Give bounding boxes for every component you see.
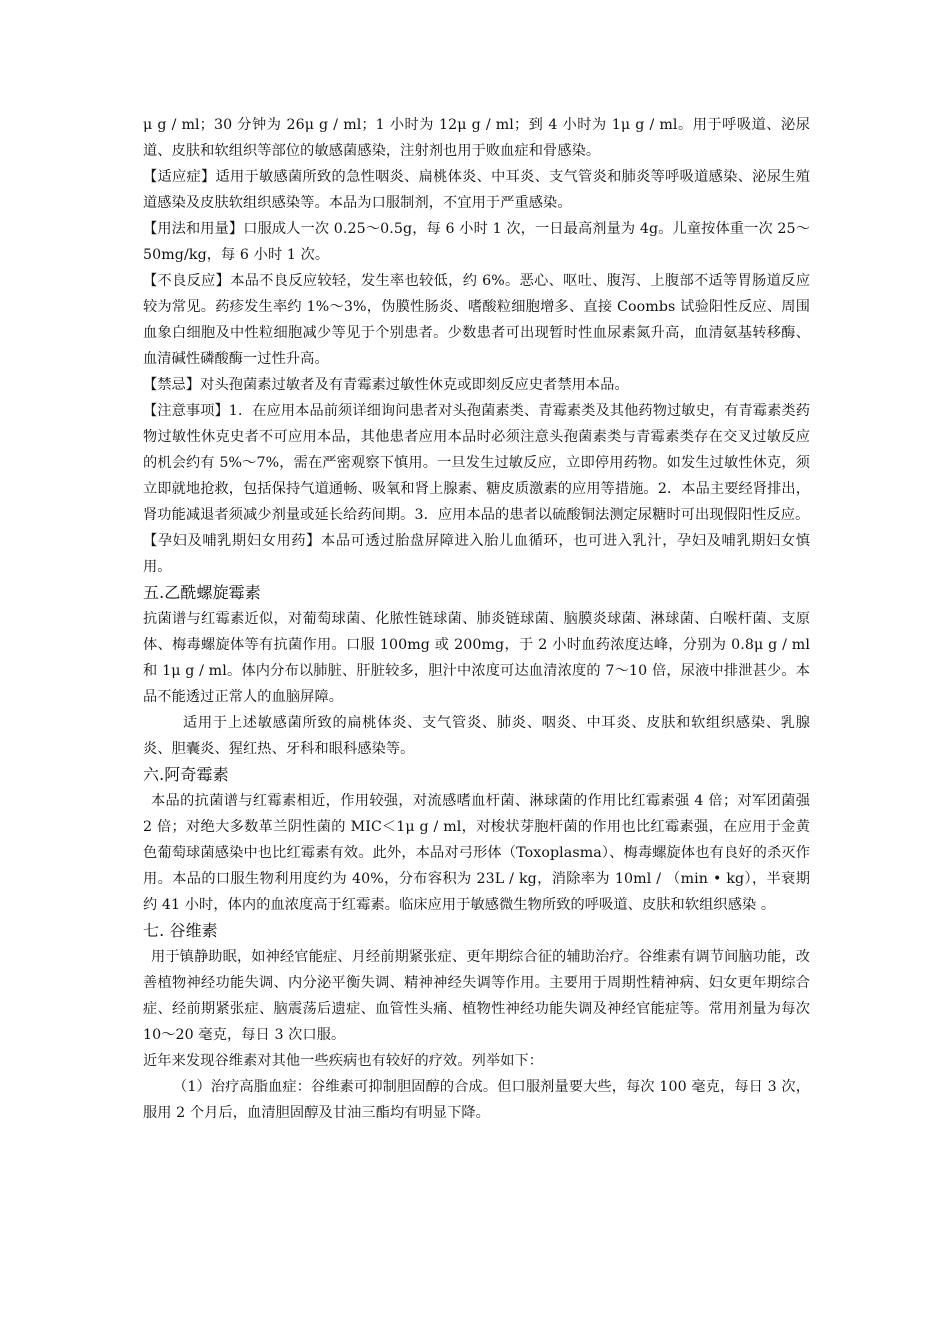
- paragraph-adverse-reactions: 【不良反应】本品不良反应较轻，发生率也较低，约 6%。恶心、呕吐、腹泻、上腹部不适等胃肠道反应较为常见。药疹发生率约 1%～3%，伪膜性肠炎、嗜酸粒细胞增多、直接 Coombs 试验阳性反应、周围血象白细胞及中性粒细胞减少等见于个别患者。少数患者可出现暂时性血尿素氮升高，血清氨基转移酶、血清碱性磷酸酶一过性升高。: [143, 273, 810, 367]
- document-page: [143, 112, 810, 1126]
- paragraph-precautions: 【注意事项】1．在应用本品前须详细询问患者对头孢菌素类、青霉素类及其他药物过敏史，有青霉素类药物过敏性休克史者不可应用本品，其他患者应用本品时必须注意头孢菌素类与青霉素类存在交叉过敏反应的机会约有 5%～7%，需在严密观察下慎用。一旦发生过敏反应，立即停用药物。如发生过敏性休克，须立即就地抢救，包括保持气道通畅、吸氧和肾上腺素、糖皮质激素的应用等措施。2．本品主要经肾排出，肾功能减退者须减少剂量或延长给药间期。3．应用本品的患者以硫酸铜法测定尿糖时可出现假阳性反应。: [143, 403, 810, 523]
- paragraph-dosage: 【用法和用量】口服成人一次 0.25～0.5g，每 6 小时 1 次，一日最高剂量为 4g。儿童按体重一次 25～50mg/kg，每 6 小时 1 次。: [143, 221, 810, 263]
- section-heading-azithromycin: 六.阿奇霉素: [143, 765, 229, 784]
- paragraph-oryzanol-usage: 用于镇静助眠，如神经官能症、月经前期紧张症、更年期综合征的辅助治疗。谷维素有调节间脑功能，改善植物神经功能失调、内分泌平衡失调、精神神经失调等作用。主要用于周期性精神病、妇女更年期综合症、经前期紧张症、脑震荡后遗症、血管性头痛、植物性神经功能失调及神经官能症等。常用剂量为每次 10～20 毫克，每日 3 次口服。: [143, 949, 810, 1043]
- paragraph-oryzanol-other: 近年来发现谷维素对其他一些疾病也有较好的疗效。列举如下：: [143, 1053, 544, 1069]
- paragraph-acetylspiramycin-indications: 适用于上述敏感菌所致的扁桃体炎、支气管炎、肺炎、咽炎、中耳炎、皮肤和软组织感染、乳腺炎、胆囊炎、猩红热、牙科和眼科感染等。: [143, 715, 810, 757]
- section-heading-acetylspiramycin: 五.乙酰螺旋霉素: [143, 583, 261, 602]
- paragraph-azithromycin: 本品的抗菌谱与红霉素相近，作用较强，对流感嗜血杆菌、淋球菌的作用比红霉素强 4 倍；对军团菌强 2 倍；对绝大多数革兰阴性菌的 MIC＜1μ g / ml，对梭状芽胞杆菌的作用也比红霉素强，在应用于金黄色葡萄球菌感染中也比红霉素有效。此外，本品对弓形体（Toxoplasma）、梅毒螺旋体也有良好的杀灭作用。本品的口服生物利用度约为 40%，分布容积为 23L / kg，消除率为 10ml / （min • kg），半衰期约 41 小时，体内的血浓度高于红霉素。临床应用于敏感微生物所致的呼吸道、皮肤和软组织感染 。: [143, 793, 810, 913]
- paragraph-acetylspiramycin-spectrum: 抗菌谱与红霉素近似，对葡萄球菌、化脓性链球菌、肺炎链球菌、脑膜炎球菌、淋球菌、白喉杆菌、支原体、梅毒螺旋体等有抗菌作用。口服 100mg 或 200mg，于 2 小时血药浓度达峰，分别为 0.8μ g / ml 和 1μ g / ml。体内分布以肺脏、肝脏较多，胆汁中浓度可达血清浓度的 7～10 倍，尿液中排泄甚少。本品不能透过正常人的血脑屏障。: [143, 611, 810, 705]
- paragraph-pregnancy: 【孕妇及哺乳期妇女用药】本品可透过胎盘屏障进入胎儿血循环，也可进入乳汁，孕妇及哺乳期妇女慎用。: [143, 533, 810, 575]
- paragraph-intro: μ g / ml；30 分钟为 26μ g / ml；1 小时为 12μ g / ml；到 4 小时为 1μ g / ml。用于呼吸道、泌尿道、皮肤和软组织等部位的敏感菌感染，注射剂也用于败血症和骨感染。: [143, 117, 810, 159]
- paragraph-indications: 【适应症】适用于敏感菌所致的急性咽炎、扁桃体炎、中耳炎、支气管炎和肺炎等呼吸道感染、泌尿生殖道感染及皮肤软组织感染等。本品为口服制剂，不宜用于严重感染。: [143, 169, 810, 211]
- section-heading-oryzanol: 七. 谷维素: [143, 921, 218, 940]
- paragraph-oryzanol-hyperlipidemia: （1）治疗高脂血症：谷维素可抑制胆固醇的合成。但口服剂量要大些，每次 100 毫克，每日 3 次，服用 2 个月后，血清胆固醇及甘油三酯均有明显下降。: [143, 1079, 810, 1121]
- paragraph-contraindications: 【禁忌】对头孢菌素过敏者及有青霉素过敏性休克或即刻反应史者禁用本品。: [143, 377, 629, 393]
